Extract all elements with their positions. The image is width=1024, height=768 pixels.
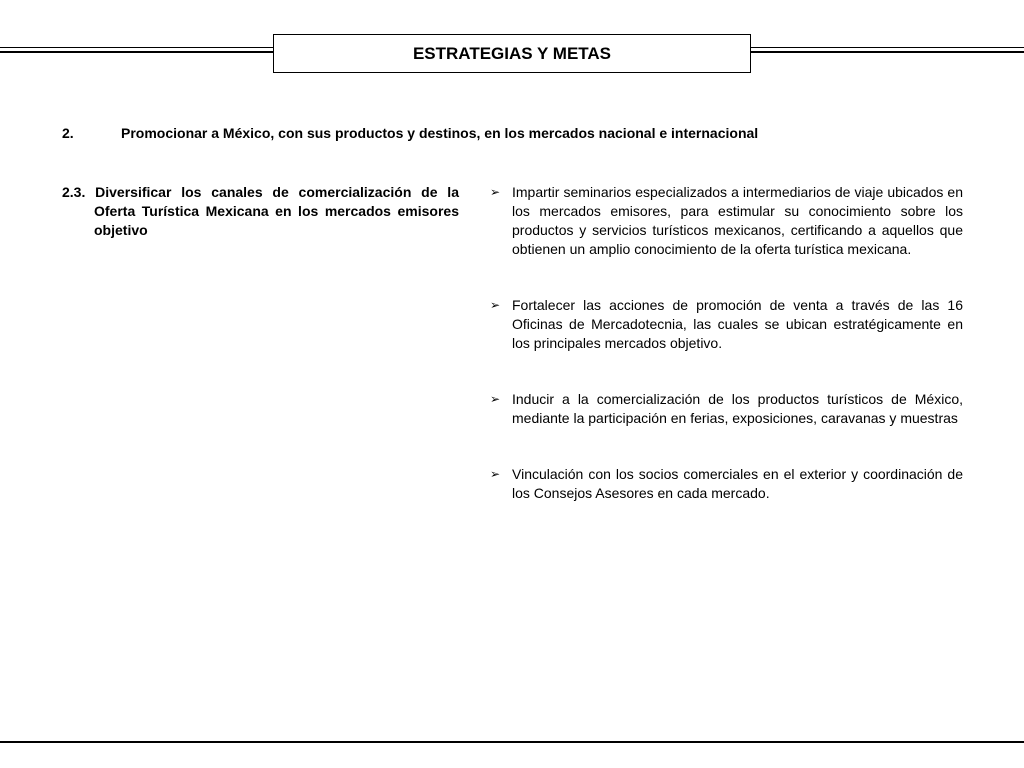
page-title (273, 34, 751, 73)
list-item (490, 183, 963, 259)
top-rule-right-thick (751, 51, 1024, 53)
list-item-text: Inducir a la comercialización de los productos turísticos de México, mediante la participación en ferias, exposiciones, caravanas y muestras (512, 391, 963, 426)
top-rule-right (751, 47, 1024, 48)
page-title-text: ESTRATEGIAS Y METAS (412, 43, 612, 63)
bottom-rule (0, 741, 1024, 743)
section-heading (62, 125, 962, 141)
arrow-bullet-icon: ➢ (490, 467, 501, 481)
top-rule-left-thick (0, 51, 273, 53)
list-item-text: Impartir seminarios especializados a intermediarios de viaje ubicados en los mercados emisores, para estimular su conocimiento sobre los productos y servicios turísticos mexicanos, certificando a aquellos que obtienen un amplio conocimiento de la oferta turística mexicana. (512, 184, 963, 257)
list-item (490, 390, 963, 428)
list-item (490, 465, 963, 503)
actions-list (490, 183, 963, 540)
section-heading-text: Promocionar a México, con sus productos y destinos, en los mercados nacional e internacional (121, 125, 759, 141)
arrow-bullet-icon: ➢ (490, 298, 501, 312)
strategy-text: 2.3. Diversificar los canales de comercialización de la Oferta Turística Mexicana en los mercados emisores objetivo (62, 184, 459, 238)
section-number: 2. (62, 125, 74, 141)
list-item-text: Vinculación con los socios comerciales en el exterior y coordinación de los Consejos Asesores en cada mercado. (512, 466, 963, 501)
list-item-text: Fortalecer las acciones de promoción de venta a través de las 16 Oficinas de Mercadotecnia, las cuales se ubican estratégicamente en los principales mercados objetivo. (512, 297, 963, 351)
arrow-bullet-icon: ➢ (490, 392, 501, 406)
list-item (490, 296, 963, 353)
top-rule-left (0, 47, 273, 48)
arrow-bullet-icon: ➢ (490, 185, 501, 199)
